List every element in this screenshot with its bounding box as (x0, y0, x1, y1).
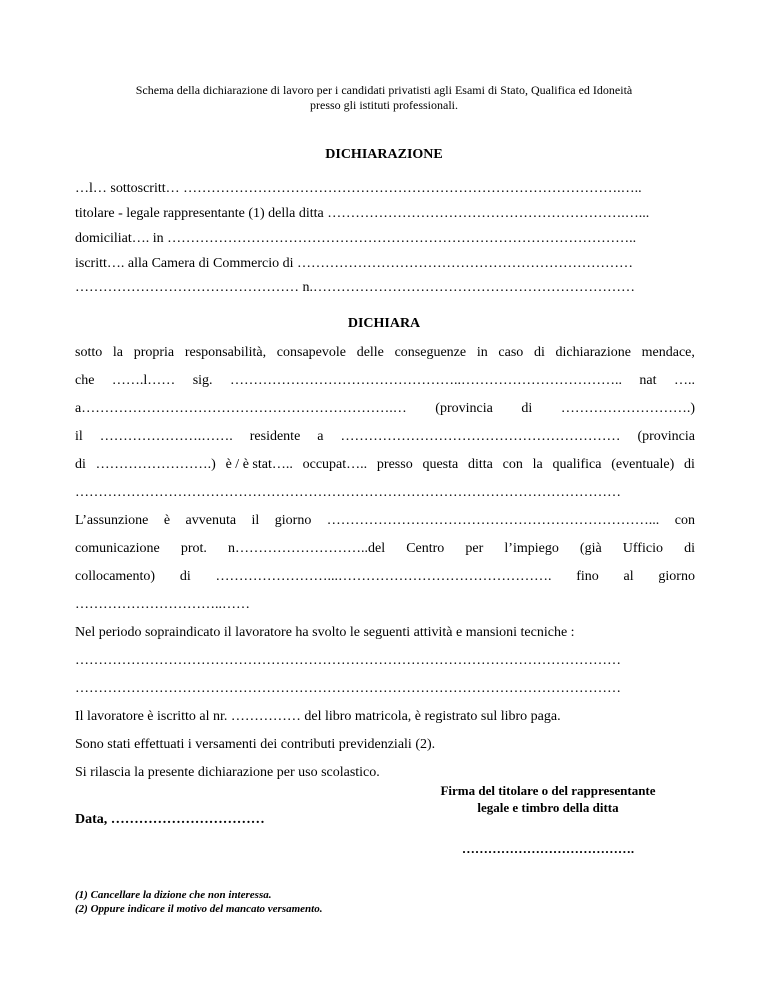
line-word: propria (133, 345, 175, 360)
qualification-dots-line: ……………………………………………………………………………………………………… (75, 485, 621, 500)
line-word: (già (579, 541, 602, 556)
line-word: la (532, 457, 543, 472)
line-word: di (684, 541, 695, 556)
line-word: ……………………………………………………………... (326, 513, 660, 528)
domicile-line: domiciliat…. in ……………………………………………………………………………………….. (75, 231, 637, 246)
line-word: prot. (180, 541, 207, 556)
line-word: n………………………..del (228, 541, 386, 556)
line-word: al (623, 569, 634, 584)
line-word: di (533, 345, 545, 360)
line-word: ………………….……. (99, 429, 233, 444)
line-word: con (674, 513, 695, 528)
company-role-line: titolare - legale rappresentante (1) della ditta ……………………………………………………….…... (75, 206, 650, 221)
line-word: …………………………………………..…………………………….. (229, 373, 622, 388)
worker-name-line (75, 372, 695, 390)
line-word: …………………………………………………… (340, 429, 621, 444)
line-word: questa (422, 457, 459, 472)
line-word: Ufficio (622, 541, 663, 556)
birthplace-line (75, 400, 695, 418)
line-word: che (75, 373, 95, 388)
chamber-of-commerce-line: iscritt…. alla Camera di Commercio di ……………………………………………………………… (75, 256, 633, 271)
line-word: …………………….) (95, 457, 216, 472)
subtitle-line-2: presso gli istituti professionali. (310, 98, 458, 112)
line-word: dichiarazione (555, 345, 631, 360)
line-word: l’impiego (504, 541, 559, 556)
school-use-line: Si rilascia la presente dichiarazione per uso scolastico. (75, 765, 380, 780)
line-word: a………………………………………………………….… (75, 401, 407, 416)
line-word: residente (249, 429, 301, 444)
line-word: nat (639, 373, 657, 388)
activities-dots-line-1: ……………………………………………………………………………………………………… (75, 653, 621, 668)
line-word: …….l…… (111, 373, 176, 388)
line-word: sotto (75, 345, 103, 360)
line-word: conseguenze (394, 345, 467, 360)
residence-line (75, 428, 695, 446)
declares-heading: DICHIARA (347, 316, 421, 331)
document-title: DICHIARAZIONE (325, 147, 443, 162)
hiring-date-line (75, 512, 695, 530)
line-word: giorno (658, 569, 695, 584)
line-word: il (251, 513, 260, 528)
line-word: (provincia (435, 401, 493, 416)
footnotes (75, 888, 322, 916)
line-word: ….. (673, 373, 695, 388)
line-word: avvenuta (185, 513, 237, 528)
line-word: (provincia (637, 429, 695, 444)
line-word: occupat….. (302, 457, 368, 472)
line-word: il (75, 429, 83, 444)
signature-label-line-1: Firma del titolare o del rappresentante (440, 783, 656, 798)
declarant-name-line: …l… sottoscritt… ………………………………………………………………………………….….. (75, 181, 642, 196)
signature-block (380, 782, 716, 816)
end-date-dots-line: …………………………..…… (75, 597, 250, 612)
line-word: in (476, 345, 488, 360)
signature-dots: …………………………………. (461, 841, 635, 856)
footnote-1: (1) Cancellare la dizione che non interessa. (75, 889, 272, 901)
contributions-line: Sono stati effettuati i versamenti dei contributi previdenziali (2). (75, 737, 436, 752)
line-word: presso (376, 457, 413, 472)
line-word: collocamento) (75, 569, 156, 584)
line-word: è / è stat….. (225, 457, 293, 472)
line-word: ……………………...………………………………………. (215, 569, 552, 584)
footnote-2: (2) Oppure indicare il motivo del mancato versamento. (75, 903, 323, 915)
line-word: con (502, 457, 523, 472)
line-word: (eventuale) (611, 457, 675, 472)
line-word: ……………………….) (560, 401, 695, 416)
line-word: è (163, 513, 171, 528)
responsibility-line (75, 344, 695, 362)
line-word: di (521, 401, 533, 416)
line-word: fino (576, 569, 599, 584)
communication-line (75, 540, 695, 558)
line-word: comunicazione (75, 541, 160, 556)
line-word: responsabilità, (184, 345, 267, 360)
subtitle-line-1: Schema della dichiarazione di lavoro per i candidati privatisti agli Esami di Stato, Qualifica ed Idoneità (135, 83, 633, 97)
placement-line (75, 568, 695, 586)
line-word: L’assunzione (75, 513, 149, 528)
line-word: di (179, 569, 191, 584)
line-word: qualifica (552, 457, 602, 472)
line-word: consapevole (276, 345, 346, 360)
activities-dots-line-2: ……………………………………………………………………………………………………… (75, 681, 621, 696)
line-word: di (684, 457, 695, 472)
line-word: di (75, 457, 86, 472)
line-word: per (465, 541, 484, 556)
signature-label-line-2: legale e timbro della ditta (477, 800, 619, 815)
document-subtitle (0, 83, 768, 113)
date-field: Data, …………………………… (75, 812, 265, 827)
line-word: ditta (468, 457, 493, 472)
line-word: Centro (406, 541, 445, 556)
line-word: delle (356, 345, 384, 360)
line-word: sig. (192, 373, 213, 388)
line-word: mendace, (641, 345, 695, 360)
register-line: Il lavoratore è iscritto al nr. …………… del libro matricola, è registrato sul libro paga. (75, 709, 561, 724)
line-word: a (317, 429, 324, 444)
registration-number-line: ………………………………………… n.…………………………………………………………… (75, 280, 635, 295)
line-word: giorno (274, 513, 312, 528)
activities-line: Nel periodo sopraindicato il lavoratore ha svolto le seguenti attività e mansioni tecniche : (75, 625, 575, 640)
line-word: la (112, 345, 124, 360)
employment-line (75, 456, 695, 474)
line-word: caso (498, 345, 524, 360)
